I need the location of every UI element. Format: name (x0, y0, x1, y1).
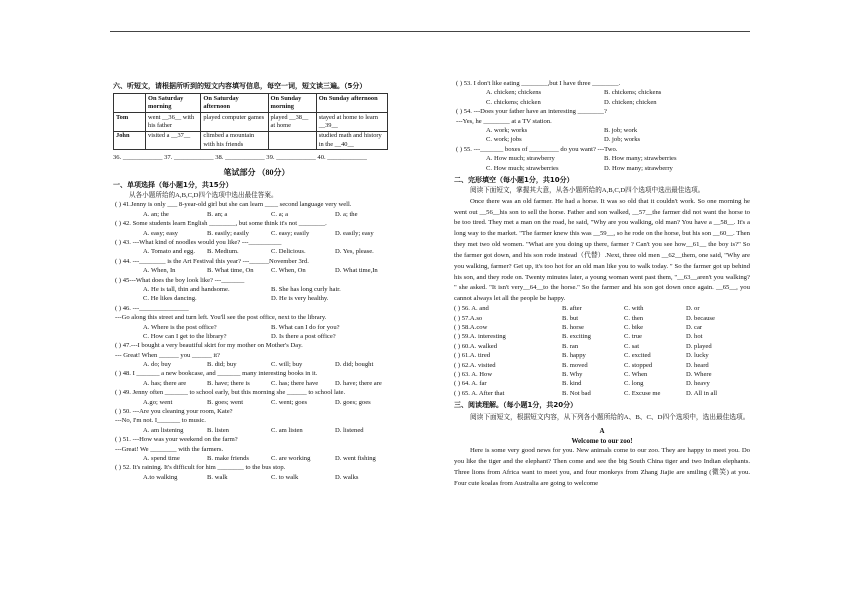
question-options (113, 399, 400, 408)
question-options (113, 267, 400, 276)
option-choice[interactable]: B. have; there is (207, 379, 250, 387)
table-header-cell (114, 94, 146, 113)
part1-title: 一、单项选择（每小题1分，共15分） (113, 180, 233, 189)
cloze-option-row (454, 333, 750, 342)
option-choice[interactable]: B. an; a (207, 210, 228, 218)
table-cell: climbed a mountain with his friends (201, 131, 268, 150)
table-cell[interactable]: studied math and history in the __40__ (316, 131, 387, 150)
option-choice[interactable]: C. will; buy (271, 361, 303, 369)
listening-table (113, 93, 388, 150)
option-choice[interactable]: B. exciting (562, 333, 591, 341)
option-choice[interactable]: D. because (686, 314, 715, 322)
option-choice[interactable]: A. When, In (143, 267, 176, 275)
question-options (113, 455, 400, 464)
option-choice[interactable]: A. Where is the post office? (143, 323, 217, 331)
option-choice[interactable]: D. easily; easy (335, 229, 374, 237)
cloze-question-label[interactable]: ( ) 57.A.so (454, 314, 483, 322)
option-choice[interactable]: C. then (624, 314, 644, 322)
cloze-option-row (454, 380, 750, 389)
page-top-rule (110, 31, 750, 32)
option-choice[interactable]: D. chicken; chicken (604, 98, 657, 106)
option-choice[interactable]: C. Delicious. (271, 248, 306, 256)
option-choice[interactable]: C. are working (271, 454, 311, 462)
option-choice[interactable]: D. lucky (686, 352, 709, 360)
option-choice[interactable]: B. job; work (604, 126, 638, 134)
option-choice[interactable]: A. How much; strawberry (486, 155, 555, 163)
cloze-option-row (454, 343, 750, 352)
cloze-option-row (454, 315, 750, 324)
option-choice[interactable]: A. He is tall, thin and handsome. (143, 285, 230, 293)
cloze-instruction: 阅读下面短文，掌握其大意，从各小题所给的A,B,C,D四个选项中选出最佳选项。 (470, 187, 705, 195)
option-choice[interactable]: C. long (624, 380, 644, 388)
question-stem: --- Great! When ______ you ______ it? (115, 351, 220, 359)
question-options (113, 427, 400, 436)
option-choice[interactable]: D. Where (686, 370, 712, 378)
option-choice[interactable]: C. true (624, 333, 642, 341)
option-choice[interactable]: D. went fishing (335, 454, 376, 462)
question-stem: ( ) 43. ---What kind of noodles would you like? ---__________ (115, 238, 282, 246)
question-options (454, 99, 750, 108)
question-options (113, 295, 400, 304)
option-choice[interactable]: A. spend time (143, 454, 180, 462)
question-stem: ( ) 41.Jenny is only ___ 8-year-old girl but she can learn ____ second language very well. (115, 201, 352, 209)
option-choice[interactable]: B. horse (562, 323, 584, 331)
option-choice[interactable]: D. Is there a post office? (271, 332, 336, 340)
option-choice[interactable]: D. walks (335, 473, 359, 481)
cloze-option-row (454, 305, 750, 314)
question-stem: ---Go along this street and turn left. You'll see the post office, next to the library. (115, 314, 327, 322)
cloze-options-list (454, 305, 750, 399)
option-choice[interactable]: B. kind (562, 380, 582, 388)
cloze-question-label[interactable]: ( ) 59.A. interesting (454, 333, 506, 341)
table-cell: John (114, 131, 146, 150)
left-column (113, 80, 400, 483)
option-choice[interactable]: C. Excuse me (624, 389, 661, 397)
table-row (114, 131, 388, 150)
cloze-option-row (454, 352, 750, 361)
option-choice[interactable]: C. When, On (271, 267, 306, 275)
option-choice[interactable]: C. a; a (271, 210, 289, 218)
option-choice[interactable]: D. heard (686, 361, 709, 369)
option-choice[interactable]: A. do; buy (143, 361, 172, 369)
table-header-cell: On Sunday morning (268, 94, 316, 113)
question-stem: ( ) 55. ---_______ boxes of _________ do you want? ---Two. (456, 145, 618, 153)
reading-passage: Here is some very good news for you. New animals come to our zoo. They are happy to meet you. Do you like the tiger and the elephant? Then come and see the big South China tiger and two Indian elephants. Three lions from Africa want to meet you, and four monkeys from Zhang Jiajie are smiling (微笑) at you. Four cute koalas from Australia are going to welcome (454, 447, 750, 487)
question-options (454, 89, 750, 98)
table-row (114, 113, 388, 132)
option-choice[interactable]: A.to walking (143, 473, 178, 481)
option-choice[interactable]: D. or (686, 305, 700, 313)
question-stem: ( ) 44. ---________ is the Art Festival this year? ---______November 3rd. (115, 257, 309, 265)
table-cell[interactable]: went __36__ with his father (146, 113, 201, 132)
option-choice[interactable]: D. He is very healthy. (271, 295, 329, 303)
question-options (454, 127, 750, 136)
question-stem: ( ) 52. It's raining. It's difficult for him ________ to the bus stop. (115, 464, 286, 472)
option-choice[interactable]: A. work; works (486, 126, 528, 134)
option-choice[interactable]: C. stopped (624, 361, 653, 369)
option-choice[interactable]: C. with (624, 305, 644, 313)
question-stem: ---No, I'm not. I_______ to music. (115, 417, 206, 425)
table-cell[interactable]: visited a __37__ (146, 131, 201, 150)
table-header-cell: On Saturday morning (146, 94, 201, 113)
question-stem: ---Great! We ________ with the farmers. (115, 445, 224, 453)
cloze-question-label[interactable]: ( ) 62.A. visited (454, 361, 496, 369)
table-cell[interactable]: stayed at home to learn __39__ (316, 113, 387, 132)
cloze-question-label[interactable]: ( ) 56. A. and (454, 305, 489, 313)
option-choice[interactable]: A. easy; easy (143, 229, 178, 237)
option-choice[interactable]: D. have; there are (335, 379, 382, 387)
cloze-question-label[interactable]: ( ) 60.A. walked (454, 342, 498, 350)
option-choice[interactable]: D. Yes, please. (335, 248, 374, 256)
question-options (113, 211, 400, 220)
option-choice[interactable]: D. How many; strawberry (604, 164, 673, 172)
option-choice[interactable]: B. moved (562, 361, 588, 369)
option-choice[interactable]: D. listened (335, 426, 364, 434)
question-stem: ( ) 48. I _______ a new bookcase, and _______ many interesting books in it. (115, 370, 318, 378)
option-choice[interactable]: D. All in all (686, 389, 718, 397)
option-choice[interactable]: B. did; buy (207, 361, 237, 369)
answer-blanks-line[interactable]: 36. ____________ 37. ____________ 38. ____________ 39. ____________ 40. ____________ (113, 154, 367, 162)
cloze-question-label[interactable]: ( ) 65. A. After that (454, 389, 505, 397)
option-choice[interactable]: B. ran (562, 342, 579, 350)
option-choice[interactable]: B. listen (207, 426, 229, 434)
question-stem: ( ) 45---What does the boy look like? ---_______ (115, 276, 245, 284)
question-options (454, 136, 750, 145)
option-choice[interactable]: A.go; went (143, 398, 173, 406)
question-options (113, 380, 400, 389)
option-choice[interactable]: A. an; the (143, 210, 169, 218)
question-options (113, 361, 400, 370)
option-choice[interactable]: D. car (686, 323, 703, 331)
question-options (113, 248, 400, 257)
option-choice[interactable]: D. What time,In (335, 267, 378, 275)
option-choice[interactable]: B. What can I do for you? (271, 323, 340, 331)
option-choice[interactable]: D. goes; goes (335, 398, 371, 406)
option-choice[interactable]: B. She has long curly hair. (271, 285, 341, 293)
question-stem: ( ) 49. Jenny often _______ to school early, but this morning she ______ to school late. (115, 389, 346, 397)
option-choice[interactable]: C. chickens; chicken (486, 98, 541, 106)
option-choice[interactable]: D. job; works (604, 136, 641, 144)
option-choice[interactable]: C. easy; easily (271, 229, 310, 237)
cloze-title: 二、完形填空（每小题1分，共10分） (454, 175, 574, 184)
reading-title: 三、阅读理解。（每小题1分，共20分） (454, 401, 578, 410)
option-choice[interactable]: C. How can I get to the library? (143, 332, 227, 340)
option-choice[interactable]: B. What time, On (207, 267, 254, 275)
option-choice[interactable]: C. When (624, 370, 648, 378)
cloze-question-label[interactable]: ( ) 58.A.cow (454, 323, 488, 331)
option-choice[interactable]: A. has; there are (143, 379, 187, 387)
cloze-option-row (454, 371, 750, 380)
option-choice[interactable]: C. went; goes (271, 398, 308, 406)
option-choice[interactable]: A. am listening (143, 426, 184, 434)
cloze-passage: Once there was an old farmer. He had a horse. It was so old that it couldn't work. So one morning he went out __56__his son to sell the horse. Father and son walked, __57__the farmer did not want the horse to be too tired. They met a man on the road, he said, "Why are you walking, old man? You have a __58__. It's a long way to the market. "The farmer knew this was __59__, so he rode on the horse, but his son __60__. Then they met two old women. "What are you doing up there, farmer ? Can't you see how__61__ the boy is?" So the farmer got down, and his son rode instead（代替）.Next, three old men __62__them, one said, "Why are you walking, farmer? Get up, it's too hot for an old man like you to walk today. " So the farmer got up behind his son, and they rode on. Twenty minutes later, a young woman went past them, "__63__aren't you walking? " she asked. "It isn't very__64__to the horse." So the farmer and his son got down once again. __65__, you cannot always let all the people be happy. (454, 197, 750, 303)
question-options (113, 474, 400, 483)
passage-heading: Welcome to our zoo! (571, 436, 633, 445)
multiple-choice-list-continued (454, 80, 750, 174)
question-options (113, 230, 400, 239)
option-choice[interactable]: C. work; jobs (486, 136, 522, 144)
right-column (454, 80, 750, 490)
option-choice[interactable]: B. Not bad (562, 389, 591, 397)
option-choice[interactable]: B. Why (562, 370, 583, 378)
question-stem: ---Yes, he ________ at a TV station. (456, 117, 552, 125)
option-choice[interactable]: B. easily; easily (207, 229, 249, 237)
cloze-question-label[interactable]: ( ) 63. A. How (454, 370, 493, 378)
option-choice[interactable]: B. walk (207, 473, 228, 481)
option-choice[interactable]: B. How many; strawberries (604, 155, 677, 163)
question-stem: ( ) 53. I don't like eating ________,but I have three ________. (456, 80, 621, 87)
multiple-choice-list (113, 201, 400, 483)
cloze-option-row (454, 324, 750, 333)
table-cell (268, 131, 316, 150)
question-options (454, 165, 750, 174)
written-section-title: 笔试部分 （80分） (223, 167, 290, 177)
option-choice[interactable]: C. He likes dancing. (143, 295, 197, 303)
option-choice[interactable]: B. goes; went (207, 398, 244, 406)
option-choice[interactable]: B. happy (562, 352, 586, 360)
option-choice[interactable]: C. excited (624, 352, 651, 360)
table-header-row (114, 94, 388, 113)
option-choice[interactable]: D. a; the (335, 210, 358, 218)
question-stem: ( ) 42. Some students learn English ________, but some think it's not ________. (115, 220, 327, 228)
table-cell: Tom (114, 113, 146, 132)
option-choice[interactable]: C. has; there have (271, 379, 319, 387)
option-choice[interactable]: C. to walk (271, 473, 299, 481)
option-choice[interactable]: B. chickens; chickens (604, 89, 662, 97)
table-header-cell: On Saturday afternoon (201, 94, 268, 113)
table-header-cell: On Sunday afternoon (316, 94, 387, 113)
table-cell: played computer games (201, 113, 268, 132)
question-options (113, 324, 400, 333)
reading-instruction: 阅读下面短文，根据短文内容，从下列各小题所给的A、B、C、D四个选项中，选出最佳选项。 (470, 413, 750, 421)
option-choice[interactable]: C. sat (624, 342, 640, 350)
question-stem: ( ) 47.---I bought a very beautiful skirt for my mother on Mother's Day. (115, 342, 303, 350)
option-choice[interactable]: B. Medium. (207, 248, 239, 256)
question-stem: ( ) 51. ---How was your weekend on the farm? (115, 436, 238, 444)
option-choice[interactable]: B. after (562, 305, 582, 313)
listening-header: 六、听短文，请根据所听到的短文内容填写信息，每空一词，短文读三遍。（5分） (113, 82, 367, 90)
option-choice[interactable]: D. did; bought (335, 361, 374, 369)
option-choice[interactable]: A. chicken; chickens (486, 89, 542, 97)
question-stem: ( ) 46. ---_______________ (115, 304, 189, 312)
cloze-option-row (454, 362, 750, 371)
question-options (113, 333, 400, 342)
question-stem: ( ) 54. ---Does your father have an interesting ________? (456, 108, 607, 116)
option-choice[interactable]: B. make friends (207, 454, 249, 462)
option-choice[interactable]: A. Tomato and egg. (143, 248, 195, 256)
cloze-question-label[interactable]: ( ) 64. A. far (454, 380, 487, 388)
option-choice[interactable]: D. heavy (686, 380, 710, 388)
part1-instruction: 从各小题所给的A,B,C,D四个选项中选出最佳答案。 (129, 192, 278, 200)
cloze-option-row (454, 390, 750, 399)
cloze-question-label[interactable]: ( ) 61.A. tired (454, 352, 491, 360)
option-choice[interactable]: C. am listen (271, 426, 303, 434)
question-stem: ( ) 50. ---Are you cleaning your room, Kate? (115, 408, 233, 416)
passage-label: A (599, 427, 605, 436)
option-choice[interactable]: D. played (686, 342, 712, 350)
question-options (454, 155, 750, 164)
question-options (113, 286, 400, 295)
option-choice[interactable]: C. How much; strawberries (486, 164, 559, 172)
option-choice[interactable]: B. but (562, 314, 579, 322)
table-cell[interactable]: played __38__ at home (268, 113, 316, 132)
option-choice[interactable]: C. bike (624, 323, 644, 331)
option-choice[interactable]: D. hot (686, 333, 703, 341)
